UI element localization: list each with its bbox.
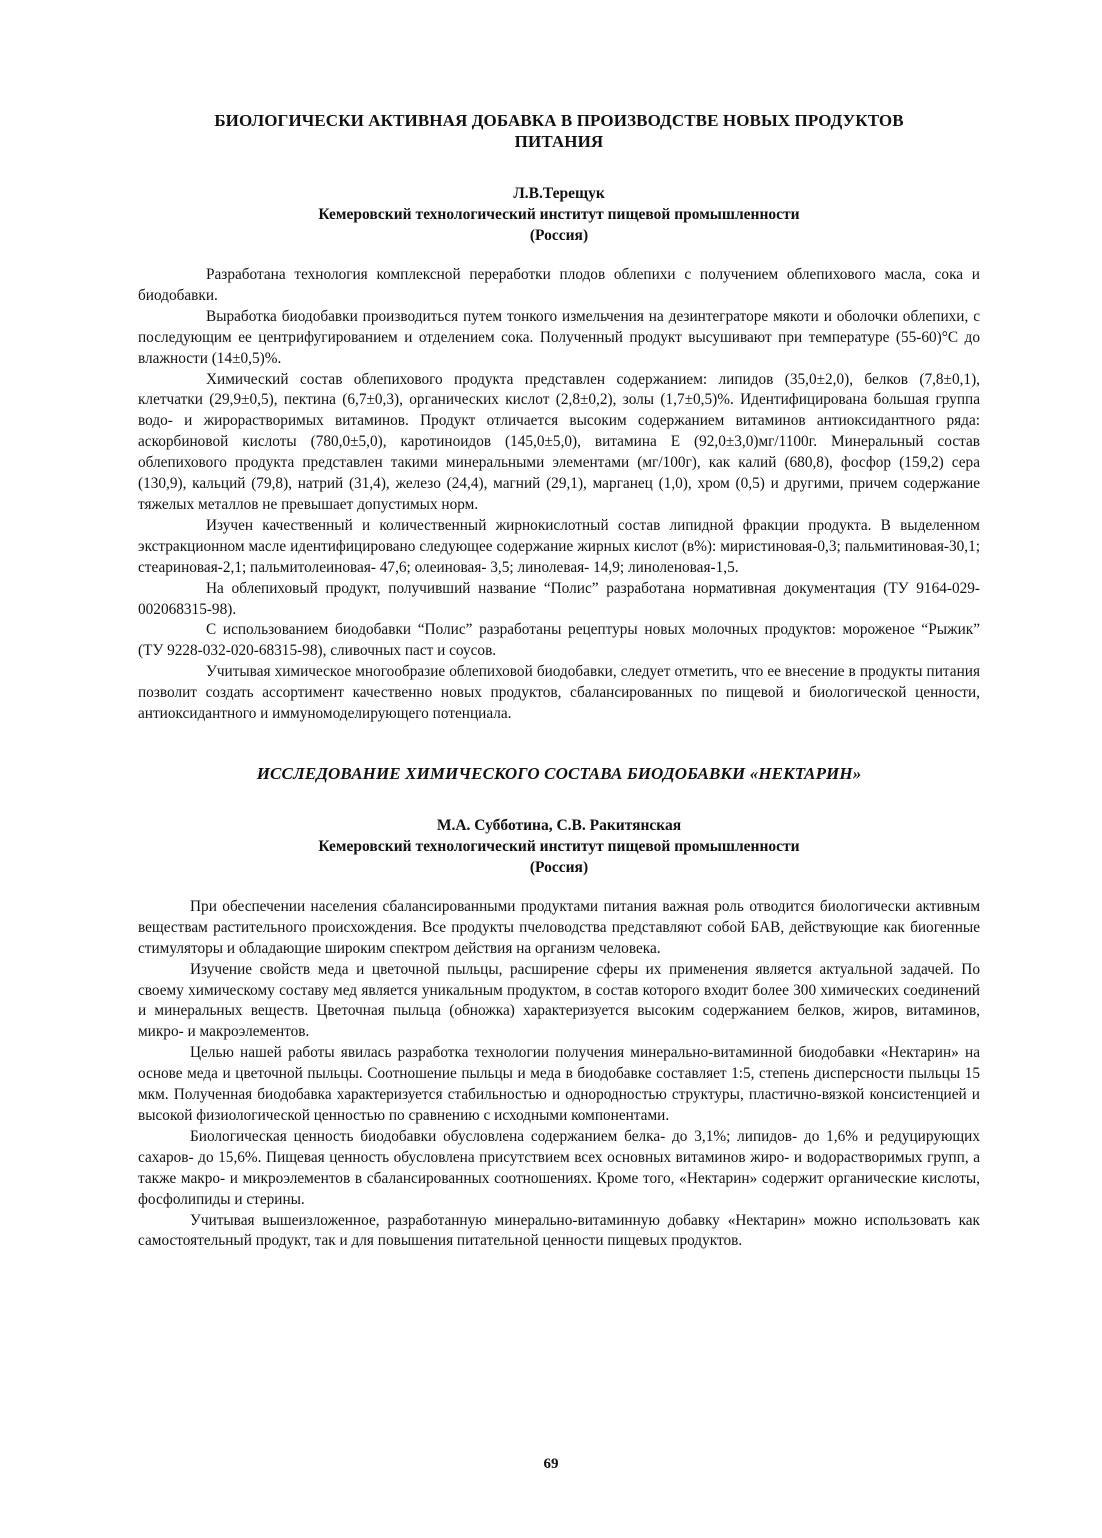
article-1-paragraph: На облепиховый продукт, получивший название “Полис” разработана нормативная документация (ТУ 9164-029-002068315-98). [138, 579, 980, 618]
article-2-paragraph: При обеспечении населения сбалансированными продуктами питания важная роль отводится биологически активным веществам растительного происхождения. Все продукты пчеловодства представляют собой БАВ, действующие как биогенные стимуляторы и обладающие широким спектром действия на организм человека. [138, 897, 980, 957]
article-2-paragraph: Учитывая вышеизложенное, разработанную минерально-витаминную добавку «Нектарин» можно использовать как самостоятельный продукт, так и для повышения питательной ценности пищевых продуктов. [138, 1211, 980, 1250]
article-2-authors: М.А. Субботина, С.В. Ракитянская [436, 816, 682, 834]
article-1-title-line2: ПИТАНИЯ [514, 132, 604, 151]
article-1-title-line1: БИОЛОГИЧЕСКИ АКТИВНАЯ ДОБАВКА В ПРОИЗВОДСТВЕ НОВЫХ ПРОДУКТОВ [214, 111, 904, 130]
page-number: 69 [543, 1456, 559, 1472]
article-1-author: Л.В.Терещук [513, 185, 605, 202]
article-2-country: (Россия) [529, 858, 589, 876]
article-1 [138, 110, 980, 725]
article-2-title: ИССЛЕДОВАНИЕ ХИМИЧЕСКОГО СОСТАВА БИОДОБАВКИ «НЕКТАРИН» [256, 763, 862, 783]
article-2-affiliation: Кемеровский технологический институт пищевой промышленности [318, 837, 800, 855]
article-1-affiliation: Кемеровский технологический институт пищевой промышленности [318, 206, 800, 223]
article-1-paragraph: Учитывая химическое многообразие облепиховой биодобавки, следует отметить, что ее внесение в продукты питания позволит создать ассортимент качественно новых продуктов, сбалансированных по пищевой и биологической ценности, антиоксидантного и иммуномоделирующего потенциала. [138, 663, 980, 723]
article-1-paragraph: Химический состав облепихового продукта представлен содержанием: липидов (35,0±2,0), белков (7,8±0,1), клетчатки (29,9±0,5), пектина (6,7±0,3), органических кислот (2,8±0,2), золы (1,7±0,5)%. Идентифицирована большая группа водо- и жирорастворимых витаминов. Продукт отличается высоким содержанием витаминов антиоксидантного ряда: аскорбиновой кислоты (780,0±5,0), каротиноидов (145,0±5,0), витамина Е (92,0±3,0)мг/1100г. Минеральный состав облепихового продукта представлен такими минеральными элементами (мг/100г), как калий (680,8), фосфор (159,2) сера (130,9), кальций (79,8), натрий (31,4), железо (24,4), магний (29,1), марганец (1,0), хром (0,5) и другими, причем содержание тяжелых металлов не превышает допустимых норм. [138, 370, 980, 513]
article-1-country: (Россия) [529, 227, 589, 244]
article-2-paragraph: Биологическая ценность биодобавки обусловлена содержанием белка- до 3,1%; липидов- до 1,6% и редуцирующих сахаров- до 15,6%. Пищевая ценность обусловлена присутствием всех основных витаминов жиро- и водорастворимых групп, а также макро- и микроэлементов в сбалансированных соотношениях. Кроме того, «Нектарин» содержит органические кислоты, фосфолипиды и стерины. [138, 1127, 980, 1208]
article-2-paragraph: Изучение свойств меда и цветочной пыльцы, расширение сферы их применения является актуальной задачей. По своему химическому составу мед является уникальным продуктом, в состав которого входит более 300 химических соединений и минеральных веществ. Цветочная пыльца (обножка) характеризуется высоким содержанием белков, жиров, витаминов, микро- и макроэлементов. [138, 960, 980, 1041]
article-2-paragraph: Целью нашей работы явилась разработка технологии получения минерально-витаминной биодобавки «Нектарин» на основе меда и цветочной пыльцы. Соотношение пыльцы и меда в биодобавке составляет 1:5, степень дисперсности пыльцы 15 мкм. Полученная биодобавка характеризуется стабильностью и однородностью структуры, пластично-вязкой консистенцией и высокой физиологической ценностью по сравнению с исходными компонентами. [138, 1044, 980, 1124]
article-1-body [138, 265, 980, 725]
article-2 [138, 763, 980, 1252]
page-content [138, 100, 980, 1252]
article-1-paragraph: Изучен качественный и количественный жирнокислотный состав липидной фракции продукта. В выделенном экстракционном масле идентифицировано следующее содержание жирных кислот (в%): миристиновая-0,3; пальмитиновая-30,1; стеариновая-2,1; пальмитолеиновая- 47,6; олеиновая- 3,5; линолевая- 14,9; линоленовая-1,5. [138, 516, 980, 576]
article-1-paragraph: Разработана технология комплексной переработки плодов облепихи с получением облепихового масла, сока и биодобавки. [138, 266, 980, 304]
article-1-paragraph: С использованием биодобавки “Полис” разработаны рецептуры новых молочных продуктов: мороженое “Рыжик” (ТУ 9228-032-020-68315-98), сливочных паст и соусов. [138, 621, 980, 660]
article-1-paragraph: Выработка биодобавки производиться путем тонкого измельчения на дезинтеграторе мякоти и оболочки облепихи, с последующим ее центрифугированием и отделением сока. Полученный продукт высушивают при температуре (55-60)°С до влажности (14±0,5)%. [138, 307, 980, 367]
article-2-body [138, 897, 980, 1252]
